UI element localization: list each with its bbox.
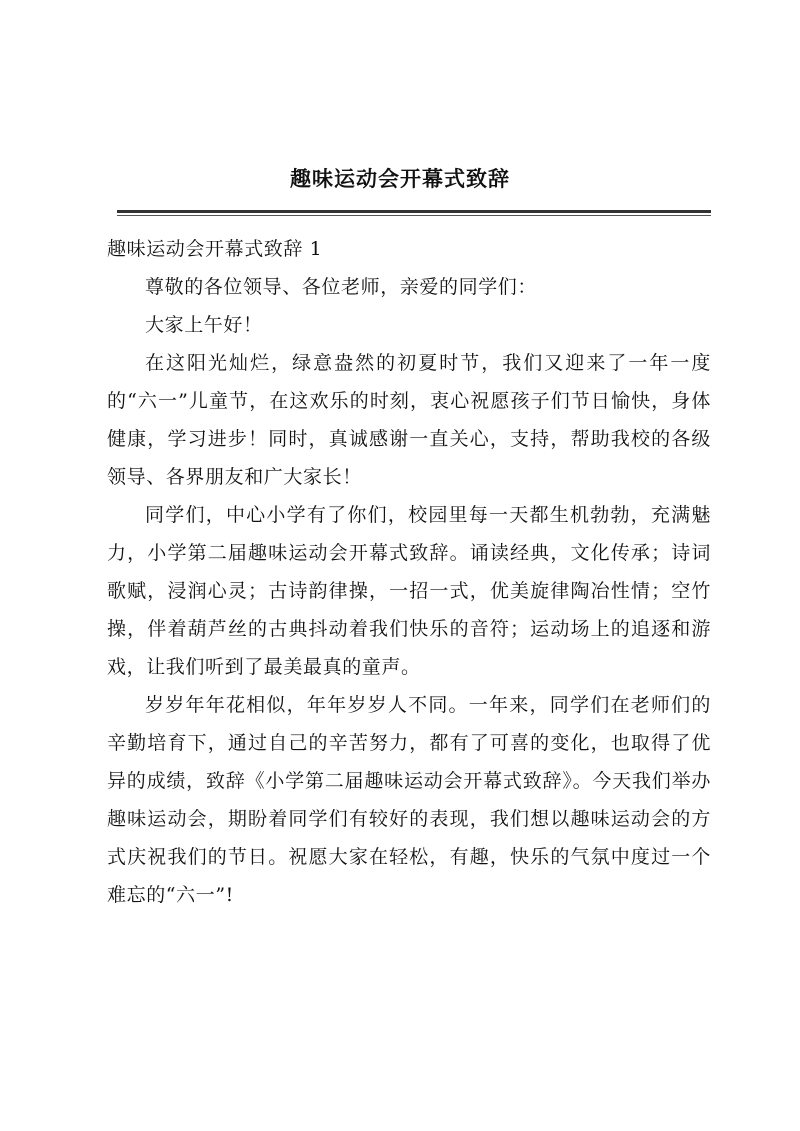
- body-paragraph: 岁岁年年花相似，年年岁岁人不同。一年来，同学们在老师们的辛勤培育下，通过自己的辛苦努力，都有了可喜的变化，也取得了优异的成绩，致辞《小学第二届趣味运动会开幕式致辞》。今天我们举办趣味运动会，期盼着同学们有较好的表现，我们想以趣味运动会的方式庆祝我们的节日。祝愿大家在轻松，有趣，快乐的气氛中度过一个难忘的“六一”!: [107, 694, 711, 906]
- greeting-paragraph: 大家上午好！: [145, 314, 263, 336]
- salutation-paragraph: 尊敬的各位领导、各位老师，亲爱的同学们：: [145, 276, 538, 298]
- body-paragraph: 在这阳光灿烂，绿意盎然的初夏时节，我们又迎来了一年一度的“六一”儿童节，在这欢乐的时刻，衷心祝愿孩子们节日愉快，身体健康，学习进步！同时，真诚感谢一直关心，支持，帮助我校的各级领导、各界朋友和广大家长！: [107, 352, 711, 488]
- title-divider-thin: [117, 215, 711, 216]
- section-heading: 趣味运动会开幕式致辞 1: [107, 238, 323, 260]
- document-title: 趣味运动会开幕式致辞: [290, 166, 510, 191]
- body-paragraph: 同学们，中心小学有了你们，校园里每一天都生机勃勃，充满魅力，小学第二届趣味运动会开幕式致辞。诵读经典，文化传承；诗词歌赋，浸润心灵；古诗韵律操，一招一式，优美旋律陶冶性情；空竹操，伴着葫芦丝的古典抖动着我们快乐的音符；运动场上的追逐和游戏，让我们听到了最美最真的童声。: [107, 504, 711, 678]
- title-divider: [117, 210, 711, 213]
- document-body: [107, 230, 711, 914]
